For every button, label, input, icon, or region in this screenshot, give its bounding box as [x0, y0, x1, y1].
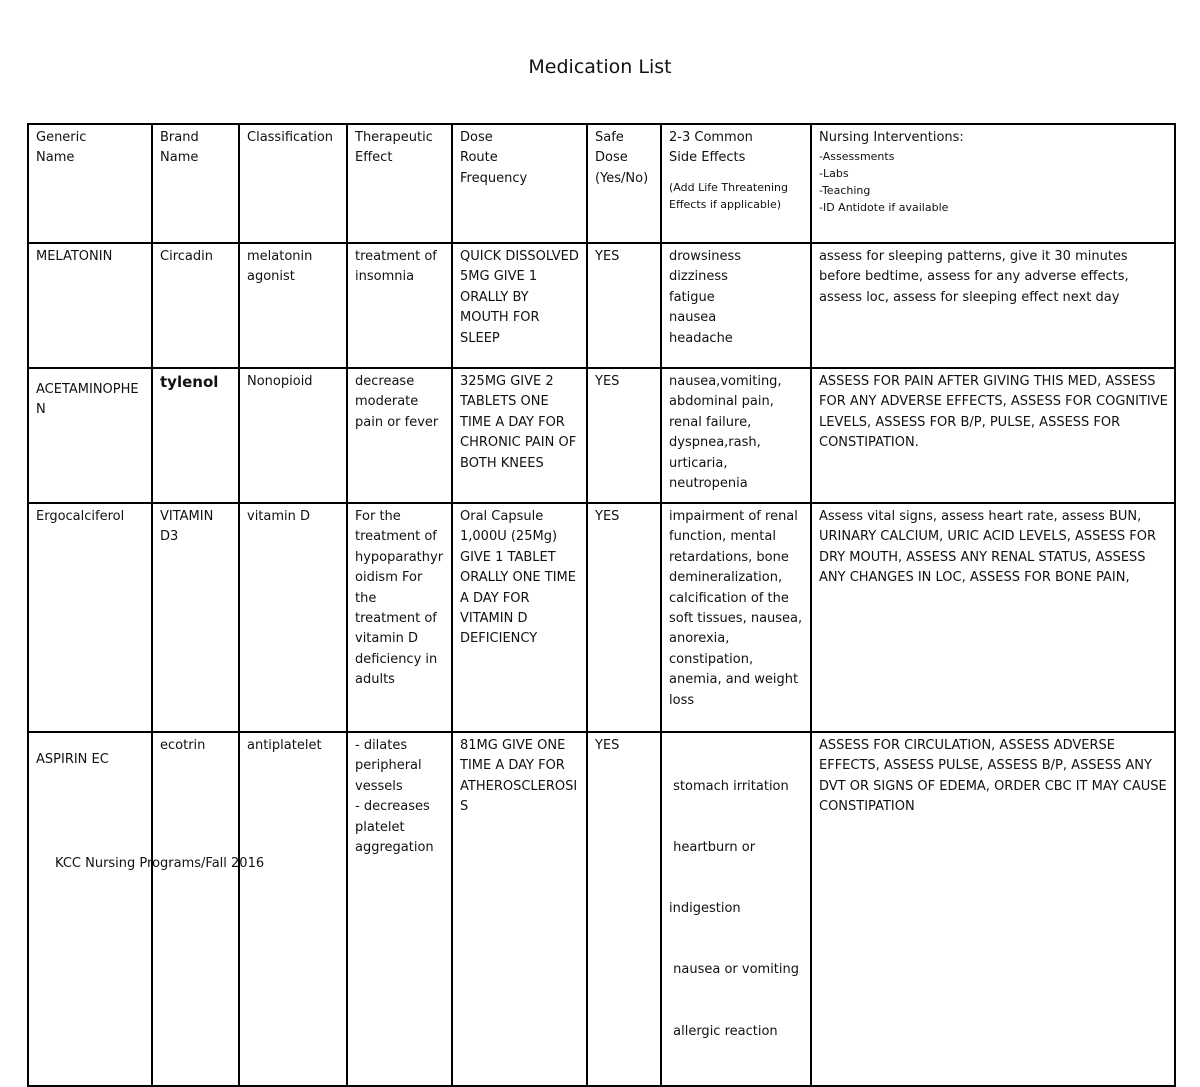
cell-brand: tylenol — [152, 368, 239, 503]
cell-side-effects: impairment of renal function, mental retardations, bone demineralization, calcification of the soft tissues, nausea, anorexia, constipation, anemia, and weight loss — [661, 503, 811, 732]
table-row — [28, 732, 1175, 1086]
cell-therapeutic: decrease moderate pain or fever — [347, 368, 452, 503]
table-row — [28, 243, 1175, 368]
cell-classification: vitamin D — [239, 503, 347, 732]
footer-text: KCC Nursing Programs/Fall 2016 — [55, 856, 265, 871]
header-therapeutic-effect: Therapeutic Effect — [347, 124, 452, 243]
table-row — [28, 503, 1175, 732]
cell-side-effects: drowsiness dizziness fatigue nausea headache — [661, 243, 811, 368]
cell-therapeutic: treatment of insomnia — [347, 243, 452, 368]
cell-brand: Circadin — [152, 243, 239, 368]
header-row — [28, 124, 1175, 243]
cell-safe: YES — [587, 243, 661, 368]
cell-nursing: ASSESS FOR CIRCULATION, ASSESS ADVERSE EFFECTS, ASSESS PULSE, ASSESS B/P, ASSESS ANY DVT OR SIGNS OF EDEMA, ORDER CBC IT MAY CAUSE CONSTIPATION — [811, 732, 1175, 1086]
table-row — [28, 368, 1175, 503]
cell-generic: ASPIRIN EC — [28, 732, 152, 1086]
cell-generic: MELATONIN — [28, 243, 152, 368]
cell-nursing: assess for sleeping patterns, give it 30 minutes before bedtime, assess for any adverse effects, assess loc, assess for sleeping effect next day — [811, 243, 1175, 368]
cell-classification: melatonin agonist — [239, 243, 347, 368]
cell-side-effects: stomach irritation heartburn or indigestion nausea or vomiting allergic reaction — [661, 732, 811, 1086]
header-brand-name: Brand Name — [152, 124, 239, 243]
cell-dose: 325MG GIVE 2 TABLETS ONE TIME A DAY FOR CHRONIC PAIN OF BOTH KNEES — [452, 368, 587, 503]
cell-therapeutic: For the treatment of hypoparathyroidism For the treatment of vitamin D deficiency in adults — [347, 503, 452, 732]
header-nursing-interventions: Nursing Interventions: -Assessments -Labs -Teaching -ID Antidote if available — [811, 124, 1175, 243]
medication-table — [27, 123, 1176, 1087]
header-dose: Dose Route Frequency — [452, 124, 587, 243]
cell-safe: YES — [587, 368, 661, 503]
header-classification: Classification — [239, 124, 347, 243]
cell-dose: 81MG GIVE ONE TIME A DAY FOR ATHEROSCLEROSIS — [452, 732, 587, 1086]
cell-classification: antiplatelet — [239, 732, 347, 1086]
cell-classification: Nonopioid — [239, 368, 347, 503]
cell-therapeutic: - dilates peripheral vessels - decreases platelet aggregation — [347, 732, 452, 1086]
header-generic-name: Generic Name — [28, 124, 152, 243]
cell-safe: YES — [587, 732, 661, 1086]
header-safe-dose: Safe Dose (Yes/No) — [587, 124, 661, 243]
cell-side-effects: nausea,vomiting, abdominal pain, renal failure, dyspnea,rash, urticaria, neutropenia — [661, 368, 811, 503]
cell-brand: ecotrin — [152, 732, 239, 1086]
page-title: Medication List — [528, 56, 672, 78]
cell-nursing: ASSESS FOR PAIN AFTER GIVING THIS MED, ASSESS FOR ANY ADVERSE EFFECTS, ASSESS FOR COGNITIVE LEVELS, ASSESS FOR B/P, PULSE, ASSESS FOR CONSTIPATION. — [811, 368, 1175, 503]
cell-generic: Ergocalciferol — [28, 503, 152, 732]
cell-dose: Oral Capsule 1,000U (25Mg) GIVE 1 TABLET ORALLY ONE TIME A DAY FOR VITAMIN D DEFICIENCY — [452, 503, 587, 732]
cell-dose: QUICK DISSOLVED 5MG GIVE 1 ORALLY BY MOUTH FOR SLEEP — [452, 243, 587, 368]
cell-brand: VITAMIN D3 — [152, 503, 239, 732]
cell-safe: YES — [587, 503, 661, 732]
cell-nursing: Assess vital signs, assess heart rate, assess BUN, URINARY CALCIUM, URIC ACID LEVELS, ASSESS FOR DRY MOUTH, ASSESS ANY RENAL STATUS, ASSESS ANY CHANGES IN LOC, ASSESS FOR BONE PAIN, — [811, 503, 1175, 732]
cell-generic: ACETAMINOPHEN — [28, 368, 152, 503]
header-side-effects: 2-3 Common Side Effects (Add Life Threatening Effects if applicable) — [661, 124, 811, 243]
